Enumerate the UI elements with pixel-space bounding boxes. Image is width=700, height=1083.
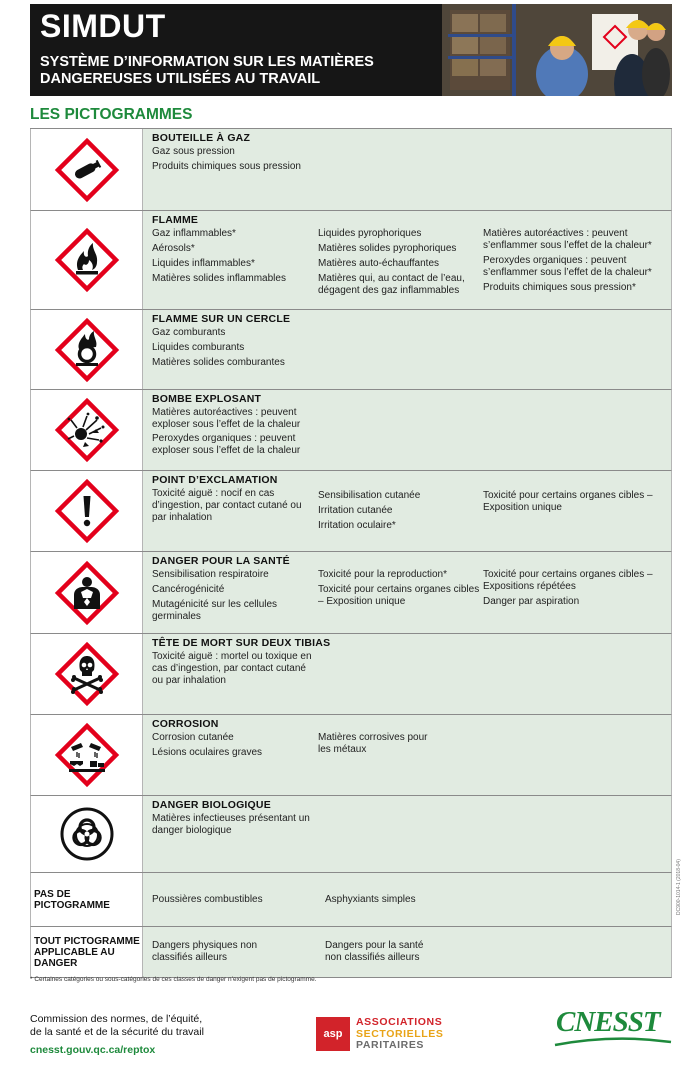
hazard-item: Sensibilisation cutanée — [318, 490, 421, 501]
pictogram-cell — [31, 715, 143, 795]
hazard-item: Lésions oculaires graves — [152, 747, 263, 758]
hazard-item: Produits chimiques sous pression* — [483, 282, 636, 293]
hazard-column — [152, 407, 318, 459]
hazard-item: Toxicité pour la reproduction* — [318, 569, 447, 580]
exclamation-mark-icon — [54, 478, 120, 544]
table-row-any-pictogram — [30, 927, 672, 978]
org-name — [30, 1013, 204, 1039]
hazard-item: Matières solides pyrophoriques — [318, 243, 457, 254]
table-row — [30, 634, 672, 715]
hazard-info — [143, 796, 671, 872]
hazard-info — [143, 715, 671, 795]
page-subtitle — [40, 54, 460, 88]
hazard-class-name: POINT D’EXCLAMATION — [152, 474, 278, 486]
hazard-column — [483, 569, 658, 626]
hazard-item: Toxicité pour certains organes cibles – Expositions répétées — [483, 569, 653, 592]
hazard-item: Toxicité pour certains organes cibles – Exposition unique — [318, 584, 480, 607]
pictogram-cell — [31, 796, 143, 872]
table-row — [30, 552, 672, 634]
pictogram-cell — [31, 552, 143, 633]
hazard-item: Toxicité pour certains organes cibles – Exposition unique — [483, 490, 653, 513]
flame-over-circle-icon — [54, 317, 120, 383]
pictogram-cell — [31, 310, 143, 389]
hazard-item: Liquides comburants — [152, 342, 245, 353]
table-row — [30, 471, 672, 552]
hazard-item: Toxicité aiguë : nocif en cas d’ingestion, par contact cutané ou par inhalation — [152, 488, 302, 523]
warehouse-workers-photo — [442, 4, 672, 96]
org-name-line-1: Commission des normes, de l’équité, — [30, 1013, 203, 1025]
hazard-info — [143, 310, 671, 389]
pictogram-cell — [31, 211, 143, 309]
table-row-no-pictogram — [30, 873, 672, 927]
page-title: SIMDUT — [40, 8, 166, 44]
hazard-item: Sensibilisation respiratoire — [152, 569, 269, 580]
hazard-column — [318, 226, 483, 300]
hazard-item: Gaz sous pression — [152, 146, 235, 157]
hazard-class-name: DANGER POUR LA SANTÉ — [152, 555, 290, 567]
asp-line-1: ASSOCIATIONS — [356, 1016, 443, 1028]
hazard-column — [152, 813, 312, 840]
hazard-info — [143, 927, 671, 977]
cnesst-swoosh-icon — [553, 1036, 673, 1048]
hazard-info — [143, 873, 671, 926]
pictogram-table — [30, 128, 672, 978]
hazard-info — [143, 471, 671, 551]
hazard-item: Matières solides inflammables — [152, 273, 286, 284]
asp-line-2: SECTORIELLES — [356, 1027, 444, 1040]
table-row — [30, 129, 672, 211]
pictogram-cell — [31, 390, 143, 470]
row-label-cell — [31, 873, 143, 926]
exploding-bomb-icon — [54, 397, 120, 463]
hazard-item: Gaz inflammables* — [152, 228, 236, 239]
hazard-item: Cancérogénicité — [152, 584, 225, 595]
footnote: * Certaines catégories ou sous-catégories de ces classes de danger n’exigent pas de pictogramme. — [30, 976, 317, 983]
hazard-item: Corrosion cutanée — [152, 732, 234, 743]
hazard-column — [318, 488, 483, 535]
hazard-info — [143, 129, 671, 210]
hazard-column — [318, 732, 438, 762]
hazard-column — [152, 569, 318, 626]
hazard-item: Matières autoréactives : peuvent s’enflammer sous l’effet de la chaleur* — [483, 228, 652, 251]
gas-cylinder-icon — [54, 137, 120, 203]
pictogram-cell — [31, 129, 143, 210]
flame-icon — [54, 227, 120, 293]
hazard-item: Liquides inflammables* — [152, 258, 255, 269]
hazard-info — [143, 211, 671, 309]
hazard-info — [143, 390, 671, 470]
corrosion-icon — [54, 722, 120, 788]
hazard-column — [483, 226, 658, 300]
subtitle-line-2: DANGEREUSES UTILISÉES AU TRAVAIL — [40, 71, 321, 87]
hazard-class-name: TÊTE DE MORT SUR DEUX TIBIAS — [152, 637, 331, 649]
hazard-column — [152, 228, 318, 300]
hazard-item: Mutagénicité sur les cellules germinales — [152, 599, 278, 622]
hazard-item: Matières solides comburantes — [152, 357, 285, 368]
hazard-column — [152, 327, 318, 372]
asp-line-3: PARITAIRES — [356, 1039, 425, 1051]
skull-crossbones-icon — [54, 641, 120, 707]
hazard-column — [318, 569, 483, 626]
hazard-item: Matières qui, au contact de l’eau, dégagent des gaz inflammables — [318, 273, 465, 296]
hazard-class-name: BOMBE EXPLOSANT — [152, 393, 262, 405]
hazard-class-name: BOUTEILLE À GAZ — [152, 132, 251, 144]
header-banner — [30, 4, 672, 96]
hazard-info — [143, 552, 671, 633]
hazard-item: Dangers physiques non classifiés ailleurs — [152, 940, 258, 963]
hazard-item: Matières auto-échauffantes — [318, 258, 440, 269]
asp-logo: asp — [316, 1017, 350, 1051]
subtitle-line-1: SYSTÈME D’INFORMATION SUR LES MATIÈRES — [40, 54, 374, 70]
hazard-item: Matières corrosives pour les métaux — [318, 732, 428, 755]
pictogram-cell — [31, 634, 143, 714]
hazard-class-name: CORROSION — [152, 718, 219, 730]
cnesst-logo: CNESST — [556, 1006, 660, 1038]
website-link[interactable]: cnesst.gouv.qc.ca/reptox — [30, 1044, 156, 1056]
table-row — [30, 715, 672, 796]
hazard-item: Toxicité aiguë : mortel ou toxique en cas d’ingestion, par contact cutané ou par inhalation — [152, 651, 312, 686]
hazard-item: Produits chimiques sous pression — [152, 161, 301, 172]
hazard-column — [152, 146, 318, 176]
hazard-item: Aérosols* — [152, 243, 195, 254]
hazard-item: Poussières combustibles — [152, 893, 263, 905]
hazard-item: Matières autoréactives : peuvent exploser sous l’effet de la chaleur — [152, 407, 301, 430]
hazard-item: Irritation oculaire* — [318, 520, 396, 531]
hazard-item: Liquides pyrophoriques — [318, 228, 422, 239]
row-label: TOUT PICTOGRAMME APPLICABLE AU DANGER — [34, 935, 140, 969]
row-label: PAS DE PICTOGRAMME — [34, 888, 110, 911]
hazard-info — [143, 634, 671, 714]
hazard-item: Danger par aspiration — [483, 596, 580, 607]
hazard-class-name: FLAMME SUR UN CERCLE — [152, 313, 291, 325]
hazard-class-name: FLAMME — [152, 214, 199, 226]
hazard-item: Asphyxiants simples — [325, 893, 416, 905]
table-row — [30, 390, 672, 471]
hazard-class-name: DANGER BIOLOGIQUE — [152, 799, 271, 811]
hazard-item: Dangers pour la santé non classifiés ailleurs — [325, 940, 424, 963]
hazard-item: Peroxydes organiques : peuvent s’enflammer sous l’effet de la chaleur* — [483, 255, 652, 278]
table-row — [30, 211, 672, 310]
row-label-cell — [31, 927, 143, 977]
hazard-item: Peroxydes organiques : peuvent exploser sous l’effet de la chaleur — [152, 433, 301, 456]
hazard-column — [152, 732, 318, 762]
health-hazard-icon — [54, 560, 120, 626]
document-code: DC900-1014-1 (2018-04) — [676, 859, 682, 915]
hazard-column — [152, 651, 318, 690]
hazard-column — [483, 488, 658, 535]
section-title: LES PICTOGRAMMES — [30, 106, 193, 123]
hazard-item: Matières infectieuses présentant un danger biologique — [152, 813, 310, 836]
table-row — [30, 310, 672, 390]
org-name-line-2: de la santé et de la sécurité du travail — [30, 1026, 204, 1038]
biohazard-icon — [59, 806, 115, 862]
hazard-item: Irritation cutanée — [318, 505, 393, 516]
table-row — [30, 796, 672, 873]
hazard-item: Gaz comburants — [152, 327, 226, 338]
hazard-column — [152, 488, 318, 535]
asp-wordmark — [356, 1017, 444, 1052]
pictogram-cell — [31, 471, 143, 551]
